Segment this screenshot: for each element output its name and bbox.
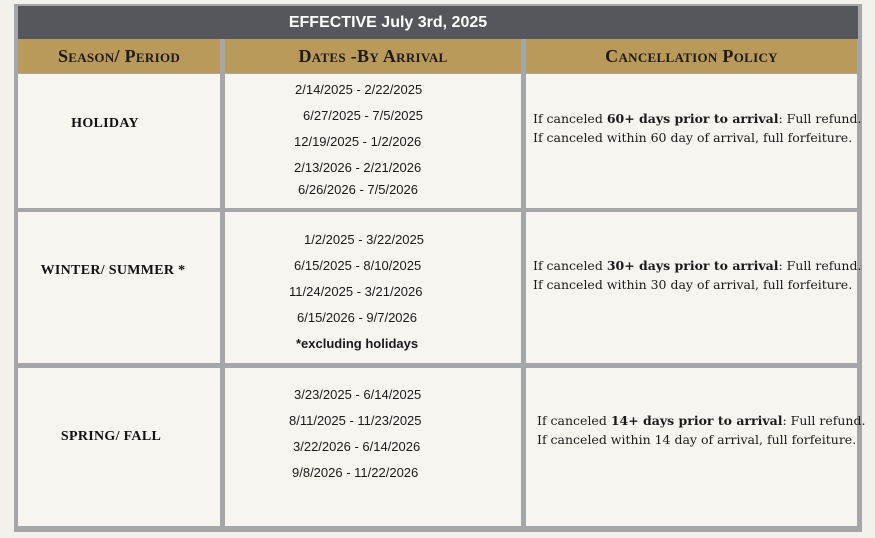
header-season: Season/ Period xyxy=(18,39,220,73)
policy-text: If canceled xyxy=(537,413,611,428)
header-dates: Dates -By Arrival xyxy=(225,39,521,73)
date-range: 6/15/2026 - 9/7/2026 xyxy=(297,310,417,325)
date-range: 3/22/2026 - 6/14/2026 xyxy=(293,439,421,454)
date-range: 2/14/2025 - 2/22/2025 xyxy=(295,82,423,97)
date-range: 6/26/2026 - 7/5/2026 xyxy=(298,182,418,197)
policy-forfeit-line: If canceled within 14 day of arrival, full forfeiture. xyxy=(537,432,857,447)
policy-text: : Full refund. xyxy=(778,111,862,126)
policy-days-bold: 60+ days prior to arrival xyxy=(606,111,779,126)
table-row-spring-fall-policy xyxy=(526,368,866,526)
date-range: 12/19/2025 - 1/2/2026 xyxy=(294,134,422,149)
policy-text: : Full refund. xyxy=(782,413,866,428)
date-range: 2/13/2026 - 2/21/2026 xyxy=(294,160,422,175)
table-row-holiday-season xyxy=(18,74,220,208)
policy-forfeit-line: If canceled within 30 day of arrival, full forfeiture. xyxy=(533,277,853,292)
table-row-winter-summer-season xyxy=(18,212,220,363)
policy-days-bold: 14+ days prior to arrival xyxy=(610,413,783,428)
date-range: 9/8/2026 - 11/22/2026 xyxy=(292,465,419,480)
policy-text: If canceled xyxy=(533,111,607,126)
policy-refund-line xyxy=(533,109,861,128)
policy-text: : Full refund. xyxy=(778,258,862,273)
date-range: 3/23/2025 - 6/14/2025 xyxy=(294,387,422,402)
policy-text: If canceled xyxy=(533,258,607,273)
holiday-exclusion-note: *excluding holidays xyxy=(296,336,419,351)
date-range: 6/27/2025 - 7/5/2025 xyxy=(303,108,423,123)
policy-refund-line xyxy=(537,411,865,430)
title-text: EFFECTIVE July 3rd, 2025 xyxy=(288,13,488,31)
table-row-winter-summer-dates xyxy=(225,212,521,363)
table-row-holiday-policy xyxy=(526,74,862,208)
season-label: HOLIDAY xyxy=(71,116,139,131)
date-range: 1/2/2025 - 3/22/2025 xyxy=(304,232,424,247)
policy-forfeit-line: If canceled within 60 day of arrival, full forfeiture. xyxy=(533,130,853,145)
effective-date-title xyxy=(18,6,858,39)
policy-refund-line xyxy=(533,256,861,275)
table-row-winter-summer-policy xyxy=(526,212,862,363)
season-label: WINTER/ SUMMER * xyxy=(40,262,186,278)
header-policy: Cancellation Policy xyxy=(526,39,857,73)
table-row-holiday-dates xyxy=(225,74,521,208)
date-range: 8/11/2025 - 11/23/2025 xyxy=(289,413,422,428)
table-row-spring-fall-dates xyxy=(225,368,521,526)
date-range: 6/15/2025 - 8/10/2025 xyxy=(294,258,422,273)
date-range: 11/24/2025 - 3/21/2026 xyxy=(289,284,423,299)
policy-days-bold: 30+ days prior to arrival xyxy=(606,258,779,273)
table-row-spring-fall-season xyxy=(18,368,220,526)
season-label: SPRING/ FALL xyxy=(60,429,162,444)
